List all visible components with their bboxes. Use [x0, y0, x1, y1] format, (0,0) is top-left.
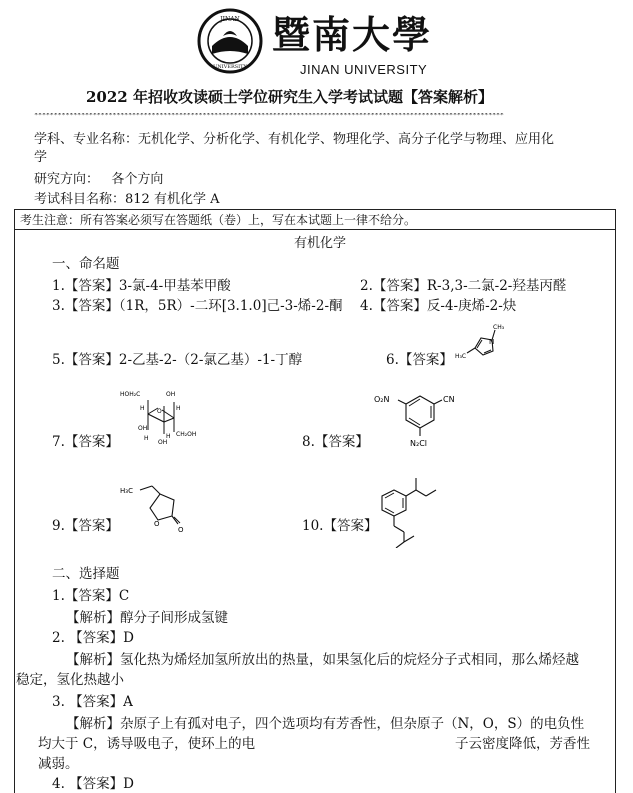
- answer-1: 1.【答案】3-氯-4-甲基苯甲酸: [52, 278, 231, 294]
- answer-9: 9.【答案】: [52, 518, 119, 534]
- mol9-label-1: O: [154, 520, 160, 528]
- mol7-label-1: OH: [166, 391, 176, 398]
- mol9-label-0: H₃C: [120, 487, 133, 495]
- q3-analysis-line1: 【解析】杂原子上有孤对电子，四个选项均有芳香性，但杂原子（N，O，S）的电负性: [66, 716, 585, 732]
- mol7-label-9: CH₂OH: [176, 431, 197, 438]
- mol7-label-4: H: [176, 405, 181, 412]
- exam-title: 2022 年招收攻读硕士学位研究生入学考试试题【答案解析】: [86, 88, 493, 106]
- part1-heading: 一、命名题: [52, 256, 120, 272]
- answer-3: 3.【答案】（1R，5R）-二环[3.1.0]己-3-烯-2-酮: [52, 298, 343, 314]
- q3-analysis-line2a: 均大于 C，诱导吸电子，使环上的电: [38, 736, 256, 752]
- q2-answer: 2. 【答案】D: [52, 630, 134, 646]
- q2-analysis-line1: 【解析】氢化热为烯烃加氢所放出的热量，如果氢化后的烷烃分子式相同，那么烯烃越: [66, 652, 579, 668]
- mol6-h3c: H₃C: [455, 353, 467, 360]
- structure-9-lactone: [118, 476, 198, 538]
- notice-divider: [14, 229, 616, 230]
- answer-2: 2.【答案】R-3,3-二氯-2-羟基丙醛: [360, 278, 567, 294]
- structure-6-pyrrole: [455, 320, 515, 370]
- q3-analysis-line2b: 子云密度降低，芳香性: [455, 736, 590, 752]
- structure-7-sugar: [118, 388, 218, 450]
- mol9-label-2: O: [178, 526, 184, 534]
- course-name: 考试科目名称：812 有机化学 A: [34, 192, 220, 207]
- answer-4: 4.【答案】反-4-庚烯-2-炔: [360, 298, 517, 314]
- q3-analysis-line3: 减弱。: [38, 756, 79, 772]
- mol7-label-7: OH: [158, 439, 168, 446]
- answer-5: 5.【答案】2-乙基-2-（2-氯乙基）-1-丁醇: [52, 352, 303, 368]
- mol7-label-0: HOH₂C: [120, 391, 141, 398]
- structure-10-alkylbenzene: [370, 468, 450, 548]
- notice-text: 考生注意：所有答案必须写在答题纸（卷）上，写在本试题上一律不给分。: [20, 213, 417, 227]
- answer-10: 10.【答案】: [302, 518, 378, 534]
- q1-answer: 1.【答案】C: [52, 588, 130, 604]
- mol6-n: N: [489, 338, 495, 346]
- separator-line: ************************************************************************************************************************: [34, 113, 504, 117]
- answer-7: 7.【答案】: [52, 434, 119, 450]
- mol7-label-3: O: [157, 408, 162, 415]
- mol7-label-8: H: [166, 433, 171, 440]
- mol7-label-5: OH: [138, 425, 148, 432]
- mol7-label-2: H: [140, 405, 145, 412]
- q2-analysis-line2: 稳定，氢化热越小: [16, 672, 124, 688]
- mol7-label-6: H: [144, 435, 149, 442]
- q1-analysis: 【解析】醇分子间形成氢键: [66, 610, 228, 626]
- subject-line-2: 学: [34, 150, 48, 165]
- university-name-cn: 暨南大學: [272, 12, 433, 57]
- q3-answer: 3. 【答案】A: [52, 694, 133, 710]
- section-title: 有机化学: [294, 236, 347, 251]
- svg-text:UNIVERSITY: UNIVERSITY: [213, 64, 247, 70]
- mol8-label-1: CN: [443, 395, 455, 404]
- mol6-ch3: CH₃: [493, 324, 505, 331]
- svg-text:JINAN: JINAN: [220, 16, 240, 23]
- part2-heading: 二、选择题: [52, 566, 120, 582]
- answer-8: 8.【答案】: [302, 434, 369, 450]
- research-direction: 研究方向： 各个方向: [34, 172, 164, 187]
- university-seal-logo: [197, 8, 263, 74]
- structure-8-diazonium: [370, 386, 470, 452]
- answer-6: 6.【答案】: [386, 352, 453, 368]
- mol8-label-0: O₂N: [374, 395, 390, 404]
- q4-answer: 4. 【答案】D: [52, 776, 134, 792]
- mol8-label-2: N₂Cl: [410, 439, 427, 448]
- subject-line-1: 学科、专业名称：无机化学、分析化学、有机化学、物理化学、高分子化学与物理、应用化: [34, 132, 555, 147]
- university-name-en: JINAN UNIVERSITY: [300, 62, 428, 77]
